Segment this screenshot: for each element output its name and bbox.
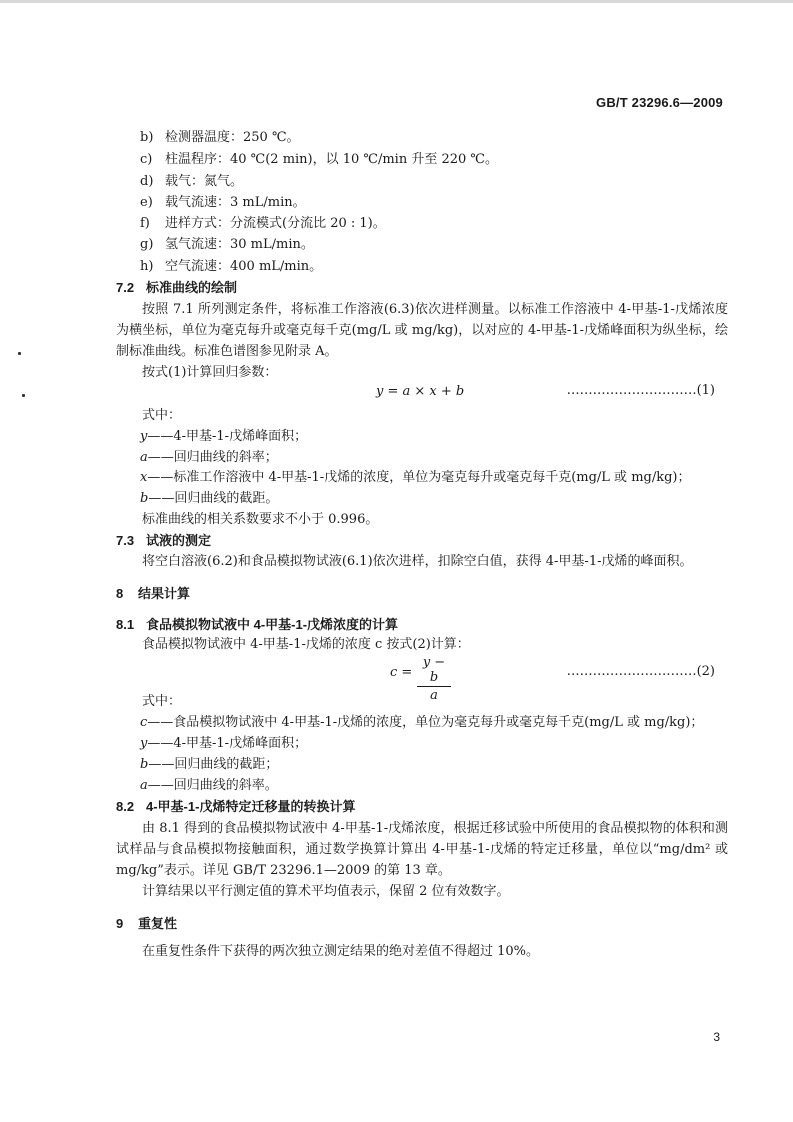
list-marker: d) — [140, 174, 154, 189]
equation-number: …………………………(1) — [566, 383, 715, 398]
symbol-definition — [140, 777, 278, 795]
paragraph: 计算结果以平行测定值的算术平均值表示，保留 2 位有效数字。 — [142, 884, 510, 899]
paragraph: 在重复性条件下获得的两次独立测定结果的绝对差值不得超过 10%。 — [142, 944, 540, 959]
definition-text: ——回归曲线的截距； — [148, 757, 279, 772]
definition-text: ——食品模拟物试液中 4-甲基-1-戊烯的浓度，单位为毫克每升或毫克每千克(mg/L 或 mg/kg)； — [147, 715, 704, 730]
condition-item — [140, 151, 498, 169]
standard-code-header: GB/T 23296.6—2009 — [596, 95, 723, 110]
list-marker: e) — [140, 195, 153, 210]
list-text: 氢气流速：30 mL/min。 — [165, 237, 314, 252]
list-marker: h) — [140, 259, 154, 274]
symbol: x — [140, 470, 148, 485]
note-text: 标准曲线的相关系数要求不小于 0.996。 — [142, 512, 379, 527]
section-number: 7.2 — [116, 280, 135, 295]
symbol: y — [140, 736, 148, 751]
symbol: c — [140, 715, 148, 730]
condition-item — [140, 236, 314, 254]
symbol: b — [140, 491, 149, 506]
section-title: 食品模拟物试液中 4-甲基-1-戊烯浓度的计算 — [146, 617, 399, 632]
section-title: 重复性 — [138, 916, 178, 931]
section-heading-8 — [116, 585, 190, 603]
section-number: 8.1 — [116, 617, 135, 632]
definition-text: ——回归曲线的斜率； — [147, 450, 278, 465]
section-heading-7-2 — [116, 279, 237, 297]
formula-2-lhs: c = — [390, 665, 413, 680]
section-heading-9 — [116, 915, 177, 933]
condition-item — [140, 215, 386, 233]
formula-2-fraction — [417, 655, 451, 703]
symbol: b — [140, 757, 149, 772]
condition-item — [140, 258, 322, 276]
symbol: a — [140, 778, 148, 793]
scan-edge — [0, 0, 793, 3]
list-text: 检测器温度：250 ℃。 — [165, 130, 300, 145]
where-label: 式中： — [142, 694, 182, 709]
section-heading-7-3 — [116, 532, 211, 550]
symbol: a — [140, 450, 148, 465]
definition-text: ——4-甲基-1-戊烯峰面积； — [147, 736, 308, 751]
list-text: 空气流速：400 mL/min。 — [165, 259, 323, 274]
list-marker: g) — [140, 237, 154, 252]
condition-item — [140, 173, 243, 191]
scan-speck — [18, 352, 21, 355]
definition-text: ——4-甲基-1-戊烯峰面积； — [147, 429, 308, 444]
equation-number: …………………………(2) — [566, 664, 715, 679]
section-title: 试液的测定 — [146, 533, 212, 548]
numerator: y − b — [422, 655, 446, 685]
denominator: a — [430, 688, 438, 703]
scan-speck — [22, 394, 25, 397]
symbol-definition — [140, 735, 307, 753]
list-text: 载气流速：3 mL/min。 — [165, 195, 306, 210]
symbol: y — [140, 429, 148, 444]
formula-1: y = a × x + b — [376, 384, 465, 399]
paragraph: 由 8.1 得到的食品模拟物试液中 4-甲基-1-戊烯浓度，根据迁移试验中所使用的食品模拟物的体积和测试样品与食品模拟物接触面积，通过数学换算计算出 4-甲基-1-戊烯的特定迁移量，单位以“mg/dm² 或 mg/kg”表示。详见 GB/T 23296.1—2009 的第 13 章。 — [116, 821, 728, 878]
section-heading-8-2 — [116, 798, 355, 816]
paragraph: 将空白溶液(6.2)和食品模拟物试液(6.1)依次进样，扣除空白值，获得 4-甲基-1-戊烯的峰面积。 — [142, 554, 693, 569]
list-text: 载气：氮气。 — [165, 174, 244, 189]
formula-intro: 食品模拟物试液中 4-甲基-1-戊烯的浓度 c 按式(2)计算： — [142, 637, 470, 652]
section-number: 7.3 — [116, 533, 135, 548]
symbol-definition — [140, 756, 278, 774]
section-number: 8 — [116, 586, 124, 601]
fraction-bar — [417, 686, 451, 687]
symbol-definition — [140, 490, 278, 508]
condition-item — [140, 194, 306, 212]
section-number: 8.2 — [116, 799, 135, 814]
symbol-definition — [140, 428, 307, 446]
list-marker: b) — [140, 130, 154, 145]
paragraph: 按照 7.1 所列测定条件，将标准工作溶液(6.3)依次进样测量。以标准工作溶液中 4-甲基-1-戊烯浓度为横坐标，单位为毫克每升或毫克每千克(mg/L 或 mg/kg)，以对应的 4-甲基-1-戊烯峰面积为纵坐标，绘制标准曲线。标准色谱图参见附录 A。 — [116, 302, 728, 359]
where-label: 式中： — [142, 408, 182, 423]
definition-text: ——标准工作溶液中 4-甲基-1-戊烯的浓度，单位为毫克每升或毫克每千克(mg/L 或 mg/kg)； — [147, 470, 691, 485]
condition-item — [140, 129, 300, 147]
section-title: 结果计算 — [138, 586, 191, 601]
symbol-definition — [140, 469, 691, 487]
section-title: 4-甲基-1-戊烯特定迁移量的转换计算 — [146, 799, 356, 814]
symbol-definition — [140, 449, 278, 467]
formula-intro: 按式(1)计算回归参数： — [142, 365, 278, 380]
list-text: 进样方式：分流模式(分流比 20 : 1)。 — [165, 216, 386, 231]
symbol-definition — [140, 714, 703, 732]
list-marker: c) — [140, 152, 153, 167]
section-number: 9 — [116, 916, 124, 931]
section-heading-8-1 — [116, 616, 398, 634]
list-marker: f) — [140, 216, 150, 231]
definition-text: ——回归曲线的截距。 — [148, 491, 279, 506]
page-number: 3 — [713, 1030, 720, 1044]
list-text: 柱温程序：40 ℃(2 min)，以 10 ℃/min 升至 220 ℃。 — [165, 152, 498, 167]
section-title: 标准曲线的绘制 — [146, 280, 238, 295]
definition-text: ——回归曲线的斜率。 — [147, 778, 278, 793]
